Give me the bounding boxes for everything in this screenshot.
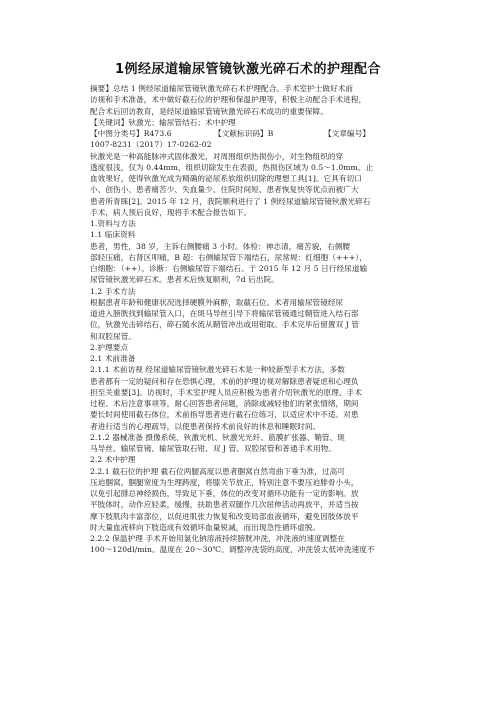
text-line: 2.1.1 术前访视 经尿道输尿管镜钬激光碎石术是一种较新型手术方法，多数 (90, 365, 345, 375)
text-line: 透度很浅，仅为 0.44mm，组织切除发生在表面，热损伤区域为 0.5～1.0mm。止 (90, 162, 374, 172)
document-title: 1例经尿道输尿管镜钬激光碎石术的护理配合 (114, 62, 382, 77)
text-line: 马导丝、输尿管镜、输尿管取石钳、双 J 管、双腔尿管和普通手术用物。 (90, 444, 336, 453)
text-line: 摩下肢肌肉丰富部位，以促进肌张力恢复和改变局部血液循环，避免因肢体放平 (90, 511, 359, 521)
text-line: 担至关重要[3]。访视时，手术室护理人员应积极为患者介绍钬激光的原理、手术 (90, 387, 362, 397)
text-line: 血效果好，使得钬激光成为精确的泌尿系软组织切除的理想工具[1]。它具有切口 (90, 174, 362, 183)
meta-document-code: 【文献标识码】B (214, 129, 274, 138)
text-line: 1.1 临床资料 (90, 230, 136, 240)
text-line: 以免引起腓总神经损伤，导致足下垂，体位的改变对循环功能有一定的影响。放 (90, 489, 359, 498)
text-line: 1.资料与方法 (90, 219, 136, 228)
text-line: 和双腔尿管。 (90, 331, 137, 341)
text-line: 小、创伤小、患者痛苦少、失血量少、住院时间短、患者恢复快等优点而被广大 (90, 185, 359, 195)
text-line: 时大量血液移向下肢造成有效循环血量锐减，而出现急性循环虚脱。 (90, 522, 321, 532)
text-line: 患者都有一定的疑问和存在恐惧心理，术前的护理访视对解除患者疑虑和心理负 (90, 376, 359, 386)
text-line: 2.2.2 保温护理 手术开始用氯化钠溶液持续膀胱冲洗，冲洗液的速度调整在 (90, 534, 345, 543)
text-line: 钬激光是一种高能脉冲式固体激光，对周围组织热损伤小，对生物组织的穿 (90, 151, 344, 161)
text-line: 患者，男性，38 岁，主诉右侧腰痛 3 小时。体检：神志清，痛苦貌，右侧腰 (90, 241, 351, 251)
text-line: 2.2.1 截石位的护理 截石位两腿高度以患者腘窝自然弯曲下垂为准，过高可 (90, 466, 345, 476)
text-line: 访视和手术准备，术中做好截石位的护理和保温护理等，积极主动配合手术进程， (90, 95, 367, 105)
text-line: 摘要】总结 1 例经尿道输尿管镜钬激光碎石术护理配合。手术室护士做好术前 (90, 84, 354, 93)
text-line: 根据患者年龄和健康状况选择硬膜外麻醉，取截石位。术者用输尿管镜经尿 (90, 297, 344, 307)
text-line: 100～120dl/min。温度在 20～30℃。调整冲洗袋的高度，冲洗袋太低冲洗速度不 (90, 545, 375, 555)
text-line: 2.1.2 器械准备 摄像系统、钬激光机、钬激光光纤、筋膜扩张器、鞘管、斑 (90, 432, 345, 442)
meta-article-number: 【文章编号】 (324, 129, 371, 138)
text-line: 患者所青睐[2]。2015 年 12 月，我院顺利进行了 1 例经尿道输尿管镜钬激光碎石 (90, 196, 371, 206)
text-line: 1007-8231（2017）17-0262-02 (90, 140, 212, 150)
meta-classification: 【中图分类号】R473.6 (90, 129, 172, 138)
text-line: 2.1 术前准备 (90, 354, 136, 363)
text-line: 道进入膀胱找到输尿管入口，在斑马导丝引导下将输尿管镜通过鞘管进入结石部 (90, 309, 359, 318)
text-line: 白细胞：（++）。诊断：右侧输尿管下端结石。于 2015 年 12 月 5 日行经尿道输 (90, 264, 368, 273)
text-line: 平肢体时，动作应轻柔，缓慢，扶助患者双腿作几次屈伸活动再放平，并适当按 (90, 500, 359, 510)
document-body (90, 83, 410, 556)
text-line: 【关键词】钬激光；输尿管结石；术中护理 (90, 117, 236, 127)
text-line: 配合术后回访教育，是经尿道输尿管镜钬激光碎石术成功的重要保障。 (90, 106, 328, 116)
text-line: 过程、术后注意事项等，耐心回答患者问题，消除或减轻他们的紧张情绪，期间 (90, 399, 359, 408)
text-line: 部轻压痛，右肾区叩痛，B 超：右侧输尿管下端结石，尿常规：红细胞（+++）， (90, 252, 367, 262)
text-line: 要长时间使用截石体位，术前指导患者进行截石位练习，以适应术中不适。对患 (90, 410, 359, 420)
text-line: 手术，病人预后良好，现将手术配合报告如下。 (90, 207, 252, 217)
text-line: 尿管镜钬激光碎石术。患者术后恢复顺利，7d 后出院。 (90, 275, 279, 285)
text-line: 压迫腘窝，腘腿宽度为生理跨度，将膝关节放正，特别注意不要压迫腓骨小头， (90, 477, 359, 487)
text-line (90, 128, 410, 139)
text-line: 者进行适当的心理疏导，以使患者保持术前良好的休息和睡眠时间。 (90, 421, 321, 431)
text-line: 1.2 手术方法 (90, 286, 136, 296)
text-line: 位，钬激光击碎结石，碎石随水流从鞘管冲出或用钳取。手术完毕后留置双 J 管 (90, 320, 360, 330)
text-line: 2.护理要点 (90, 342, 129, 352)
text-line: 2.2 术中护理 (90, 455, 136, 465)
